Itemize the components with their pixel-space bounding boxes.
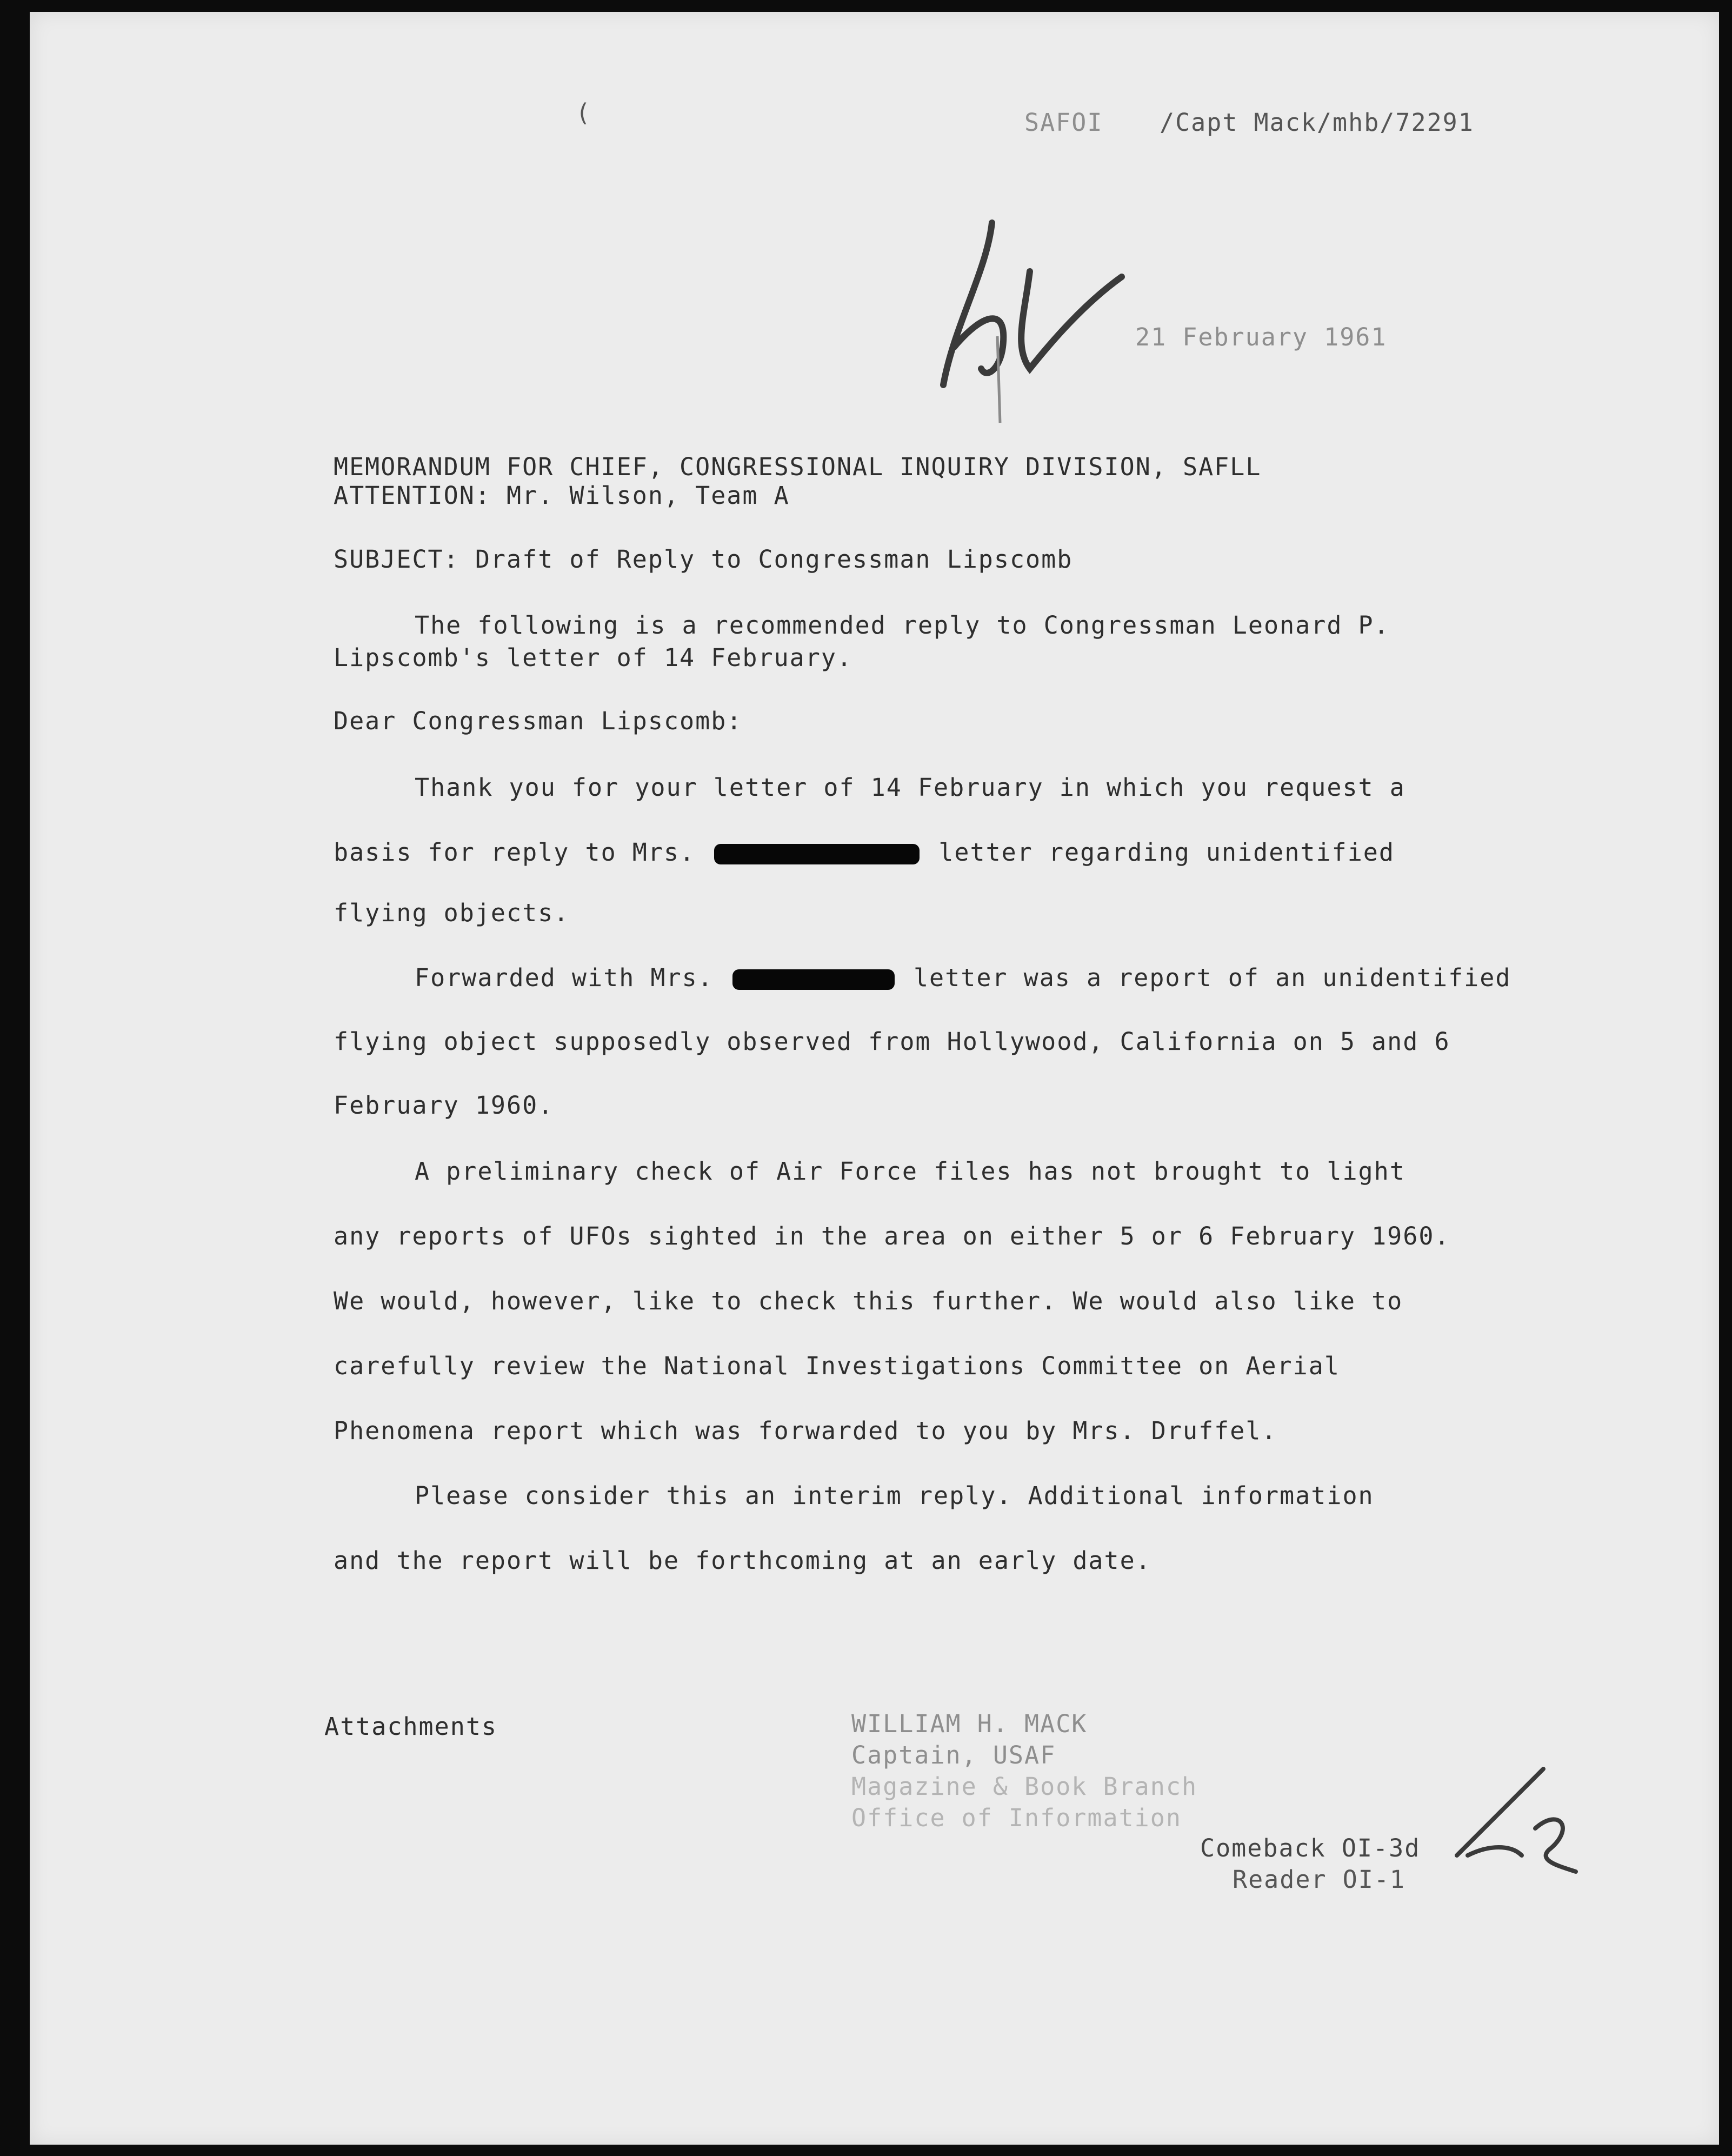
para3-line-2: any reports of UFOs sighted in the area on either 5 or 6 February 1960. — [334, 1222, 1450, 1250]
attachments-label: Attachments — [324, 1712, 498, 1741]
memo-to-line: MEMORANDUM FOR CHIEF, CONGRESSIONAL INQUIRY DIVISION, SAFLL — [334, 453, 1262, 481]
routing-reader: Reader OI-1 — [1233, 1865, 1406, 1894]
para3-line-1: A preliminary check of Air Force files has not brought to light — [415, 1157, 1405, 1186]
para4-line-1: Please consider this an interim reply. Additional information — [415, 1481, 1374, 1510]
memo-subject-line: SUBJECT: Draft of Reply to Congressman Lipscomb — [334, 545, 1073, 574]
signature-branch: Magazine & Book Branch — [851, 1772, 1198, 1801]
para3-line-4: carefully review the National Investigations Committee on Aerial — [334, 1352, 1340, 1380]
para2-line-2: flying object supposedly observed from Hollywood, California on 5 and 6 — [334, 1027, 1450, 1056]
handwritten-initials — [922, 207, 1138, 434]
salutation: Dear Congressman Lipscomb: — [334, 707, 743, 735]
intro-line-2: Lipscomb's letter of 14 February. — [334, 643, 853, 672]
redaction-bar — [732, 969, 895, 990]
para2-line-1-start: Forwarded with Mrs. — [415, 963, 714, 992]
para4-line-2: and the report will be forthcoming at an early date. — [334, 1546, 1151, 1575]
signature-name: WILLIAM H. MACK — [851, 1709, 1088, 1738]
office-code: SAFOI — [1024, 108, 1103, 137]
routing-comeback: Comeback OI-3d — [1200, 1834, 1421, 1862]
para2-line-3: February 1960. — [334, 1091, 554, 1120]
para3-line-5: Phenomena report which was forwarded to you by Mrs. Druffel. — [334, 1416, 1277, 1445]
para1-line-2-start: basis for reply to Mrs. — [334, 838, 696, 867]
para1-line-3: flying objects. — [334, 899, 570, 927]
signature-rank: Captain, USAF — [851, 1741, 1056, 1769]
paren-mark: ( — [576, 98, 592, 127]
para1-line-2-end: letter regarding unidentified — [938, 838, 1395, 867]
memo-date: 21 February 1961 — [1135, 323, 1387, 351]
para1-line-2 — [334, 838, 1395, 867]
para2-line-1-end: letter was a report of an unidentified — [913, 963, 1511, 992]
para3-line-3: We would, however, like to check this further. We would also like to — [334, 1287, 1403, 1315]
reference-line: /Capt Mack/mhb/72291 — [1160, 108, 1474, 137]
redaction-bar — [714, 844, 920, 864]
para1-line-1: Thank you for your letter of 14 February in which you request a — [415, 773, 1405, 802]
memo-attention-line: ATTENTION: Mr. Wilson, Team A — [334, 481, 790, 510]
routing-initials — [1419, 1764, 1592, 1893]
para2-line-1 — [415, 963, 1511, 992]
signature-office: Office of Information — [851, 1804, 1182, 1832]
intro-line-1: The following is a recommended reply to Congressman Leonard P. — [415, 611, 1390, 640]
document-page — [30, 12, 1719, 2145]
